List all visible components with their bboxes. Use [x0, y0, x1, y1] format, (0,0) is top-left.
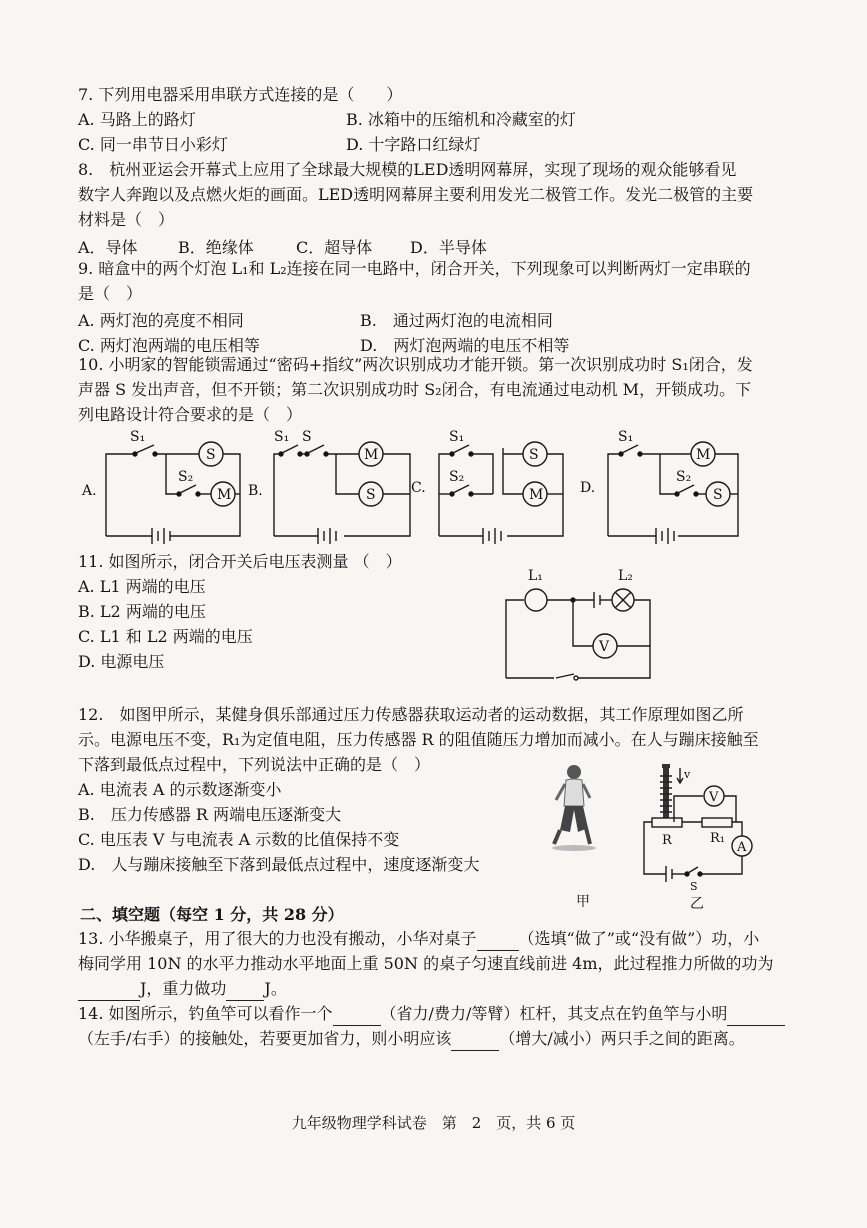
- q11-circuit-figure: [496, 566, 666, 684]
- velocity-label: v: [684, 768, 691, 781]
- motor-label: M: [696, 447, 711, 463]
- question-stem-line: 示。电源电压不变，R₁为定值电阻，压力传感器 R 的阻值随压力增加而减小。在人与蹦床接触至: [78, 730, 759, 749]
- question-line: [78, 926, 797, 951]
- question-line: [78, 976, 797, 1001]
- question-stem: 11. 如图所示，闭合开关后电压表测量 （ ）: [78, 552, 402, 571]
- switch-s2-label: S₂: [178, 469, 194, 485]
- circuit-b-label: B.: [248, 483, 263, 499]
- circuit-b: [248, 429, 410, 544]
- option-d: D. 人与蹦床接触至下落到最低点过程中，速度逐渐变大: [78, 855, 480, 874]
- question-stem-line: 是（ ）: [78, 284, 143, 303]
- option-b: B. 通过两灯泡的电流相同: [360, 311, 553, 330]
- motor-label: M: [529, 487, 544, 503]
- option-b: B．绝缘体: [178, 238, 254, 257]
- option-b: B. 冰箱中的压缩机和冷藏室的灯: [346, 110, 576, 129]
- switch-s1-label: S₁: [274, 429, 290, 445]
- question-stem-line: 材料是（ ）: [78, 210, 175, 229]
- question-text: （选填“做了”或“没有做”）功，小: [518, 929, 760, 948]
- switch-s-label: S: [302, 429, 312, 445]
- question-text: 13. 小华搬桌子，用了很大的力也没有搬动，小华对桌子: [78, 929, 477, 948]
- figure-yi-caption: 乙: [690, 896, 704, 912]
- voltmeter-label: V: [599, 639, 610, 655]
- question-stem-line: 10. 小明家的智能锁需通过“密码+指纹”两次识别成功才能开锁。第一次识别成功时 S₁闭合，发: [78, 355, 753, 374]
- question-13: [78, 926, 797, 1001]
- lamp-l1: [525, 589, 547, 611]
- option-d: D．半导体: [410, 238, 487, 257]
- answer-blank[interactable]: [477, 932, 519, 951]
- answer-blank[interactable]: [78, 982, 140, 1001]
- switch-s1-label: S₁: [130, 429, 146, 445]
- circuit-c-label: C.: [411, 480, 426, 496]
- lamp-l2-label: L₂: [618, 568, 633, 584]
- switch-s2-label: S₂: [449, 469, 465, 485]
- question-text: 14. 如图所示，钓鱼竿可以看作一个: [78, 1004, 333, 1023]
- voltmeter-label: V: [709, 790, 719, 805]
- circuit-d: [580, 429, 738, 544]
- question-text: （增大/减小）两只手之间的距离。: [499, 1029, 745, 1048]
- sound-maker-label: S: [529, 447, 539, 463]
- motor-label: M: [364, 447, 379, 463]
- answer-blank[interactable]: [727, 1007, 785, 1026]
- question-text: J，重力做功: [140, 979, 227, 998]
- question-14: [78, 1001, 797, 1051]
- question-8: [78, 157, 797, 260]
- answer-blank[interactable]: [226, 982, 264, 1001]
- option-d: D. 十字路口红绿灯: [346, 135, 481, 154]
- sound-maker-label: S: [713, 487, 723, 503]
- option-d: D. 两灯泡两端的电压不相等: [360, 336, 570, 355]
- circuit-c: [411, 429, 563, 544]
- switch-s2-label: S₂: [676, 469, 692, 485]
- option-d: D. 电源电压: [78, 652, 165, 671]
- question-10: [78, 352, 797, 427]
- question-stem-line: 下落到最低点过程中，下列说法中正确的是（ ）: [78, 755, 431, 774]
- option-a: A．导体: [78, 238, 138, 257]
- sensor-r-label: R: [662, 833, 672, 848]
- option-a: A. 两灯泡的亮度不相同: [78, 311, 244, 330]
- option-row: [78, 107, 797, 132]
- switch-s1-label: S₁: [618, 429, 634, 445]
- question-stem: 7. 下列用电器采用串联方式连接的是（ ）: [78, 85, 403, 104]
- question-stem-line: 12. 如图甲所示，某健身俱乐部通过压力传感器获取运动者的运动数据，其工作原理如图乙所: [78, 705, 744, 724]
- q12-figure-yi: [640, 762, 760, 912]
- option-row: [78, 132, 797, 157]
- ammeter-label: A: [737, 840, 747, 855]
- lamp-l1-label: L₁: [528, 568, 543, 584]
- question-line: [78, 1001, 797, 1026]
- question-stem-line: 数字人奔跑以及点燃火炬的画面。LED透明网幕屏主要利用发光二极管工作。发光二极管的主要: [78, 185, 754, 204]
- answer-blank[interactable]: [451, 1032, 499, 1051]
- question-text: （省力/费力/等臂）杠杆，其支点在钓鱼竿与小明: [380, 1004, 728, 1023]
- question-line: [78, 1026, 797, 1051]
- q12-figure-jia: [544, 758, 614, 910]
- option-a: A. L1 两端的电压: [78, 577, 206, 596]
- option-c: C．超导体: [296, 238, 373, 257]
- sound-maker-label: S: [206, 447, 216, 463]
- q10-circuit-figures: [78, 428, 758, 548]
- question-stem-line: 9. 暗盒中的两个灯泡 L₁和 L₂连接在同一电路中，闭合开关，下列现象可以判断两灯一定串联的: [78, 259, 751, 278]
- page-footer: 九年级物理学科试卷 第 2 页，共 6 页: [291, 1114, 576, 1132]
- option-c: C. 同一串节日小彩灯: [78, 135, 228, 154]
- sound-maker-label: S: [366, 487, 376, 503]
- circuit-a-label: A.: [82, 483, 97, 499]
- switch-label: S: [690, 880, 698, 893]
- circuit-d-label: D.: [580, 480, 596, 496]
- figure-jia-caption: 甲: [576, 894, 590, 910]
- motor-label: M: [217, 487, 232, 503]
- option-row: [78, 308, 797, 333]
- question-11: [78, 549, 478, 674]
- athlete-image: [552, 765, 596, 851]
- question-stem-line: 声器 S 发出声音，但不开锁；第二次识别成功时 S₂闭合，有电流通过电动机 M，开锁成功。下: [78, 380, 752, 399]
- question-text: J。: [264, 979, 287, 998]
- option-b: B. L2 两端的电压: [78, 602, 206, 621]
- switch-s1-label: S₁: [449, 429, 465, 445]
- resistor-r1-label: R₁: [710, 831, 725, 846]
- question-text: （左手/右手）的接触处，若要更加省力，则小明应该: [78, 1029, 452, 1048]
- option-a: A. 马路上的路灯: [78, 110, 196, 129]
- question-9: [78, 256, 797, 358]
- option-a: A. 电流表 A 的示数逐渐变小: [78, 780, 282, 799]
- option-b: B. 压力传感器 R 两端电压逐渐变大: [78, 805, 342, 824]
- option-c: C. 两灯泡两端的电压相等: [78, 336, 260, 355]
- option-c: C. L1 和 L2 两端的电压: [78, 627, 253, 646]
- option-c: C. 电压表 V 与电流表 A 示数的比值保持不变: [78, 830, 400, 849]
- answer-blank[interactable]: [333, 1007, 381, 1026]
- section-heading: 二、填空题（每空 1 分，共 28 分）: [80, 905, 344, 924]
- circuit-a: [81, 429, 240, 544]
- question-line: 梅同学用 10N 的水平力推动水平地面上重 50N 的桌子匀速直线前进 4m，此过程推力所做的功为: [78, 954, 774, 973]
- question-stem-line: 8. 杭州亚运会开幕式上应用了全球最大规模的LED透明网幕屏，实现了现场的观众能够看见: [78, 160, 737, 179]
- question-7: [78, 82, 797, 157]
- question-stem-line: 列电路设计符合要求的是（ ）: [78, 405, 303, 424]
